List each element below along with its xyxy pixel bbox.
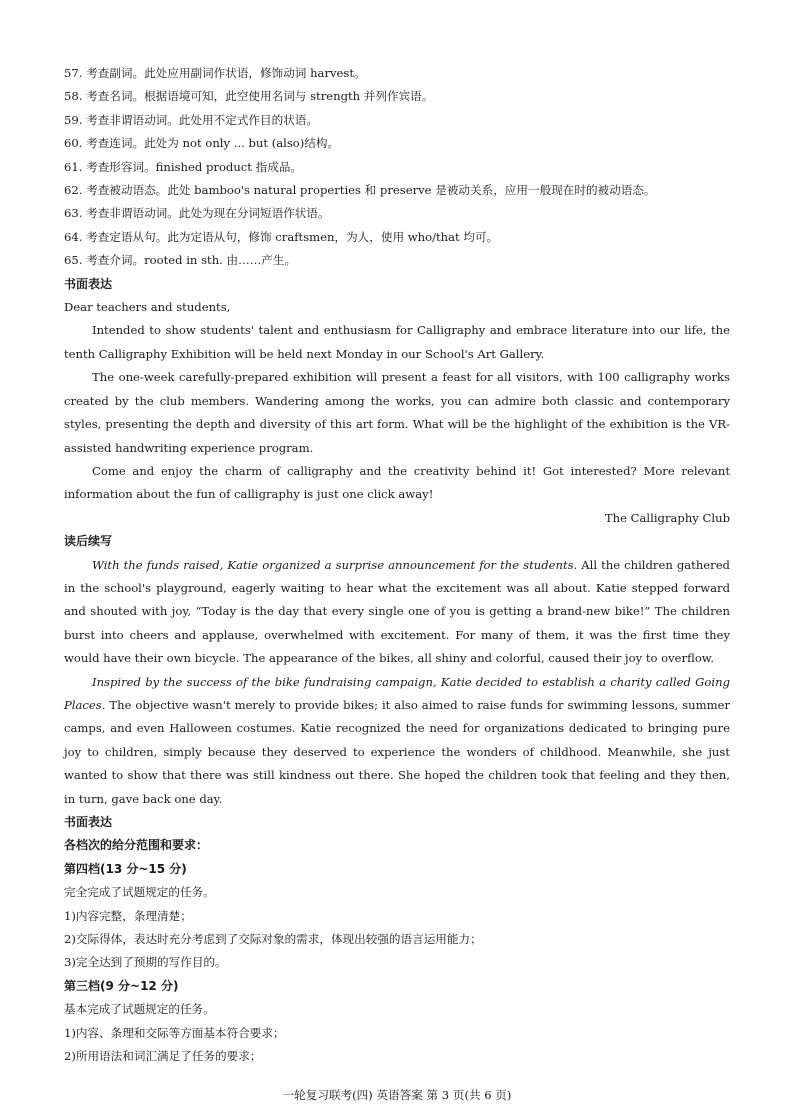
- letter-paragraph-2: The one-week carefully-prepared exhibition will present a feast for all visitors, with 100 calligraphy works created by the club members. Wandering among the works, you can admire both classic and contemporary styles, presenting the depth and diversity of this art form. What will be the highlight of the exhibition is the VR-assisted handwriting experience program.: [64, 370, 730, 455]
- tier4-item-3: 3)完全达到了预期的写作目的。: [64, 955, 227, 970]
- answer-58: 58. 考查名词。根据语境可知，此空使用名词与 strength 并列作宾语。: [64, 89, 434, 104]
- writing-heading: 书面表达: [64, 276, 113, 291]
- tier3-item-1: 1)内容、条理和交际等方面基本符合要求；: [64, 1025, 285, 1040]
- tier3-title: 第三档(9 分~12 分): [64, 978, 179, 993]
- scoring-subheading: 各档次的给分范围和要求：: [64, 838, 209, 853]
- tier3-description: 基本完成了试题规定的任务。: [64, 1002, 215, 1017]
- answer-59: 59. 考查非谓语动词。此处用不定式作目的状语。: [64, 112, 318, 127]
- tier4-description: 完全完成了试题规定的任务。: [64, 885, 215, 900]
- answer-60: 60. 考查连词。此处为 not only ... but (also)结构。: [64, 136, 340, 151]
- letter-signature: The Calligraphy Club: [604, 510, 730, 525]
- answer-63: 63. 考查非谓语动词。此处为现在分词短语作状语。: [64, 206, 330, 221]
- letter-salutation: Dear teachers and students,: [64, 300, 231, 315]
- answer-57: 57. 考查副词。此处应用副词作状语，修饰动词 harvest。: [64, 66, 366, 80]
- letter-paragraph-1: Intended to show students' talent and enthusiasm for Calligraphy and embrace literature into our life, the tenth Calligraphy Exhibition will be held next Monday in our School's Art Gallery.: [64, 323, 730, 361]
- continuation-heading: 读后续写: [64, 534, 113, 549]
- tier4-item-2: 2)交际得体，表达时充分考虑到了交际对象的需求，体现出较强的语言运用能力；: [64, 932, 482, 947]
- continuation-body-2: The objective wasn't merely to provide bikes; it also aimed to raise funds for swimming lessons, summer camps, and even Halloween costumes. Katie recognized the need for organizations dedicated to bringing pure joy to children, simply because they deserved to experience the wonders of childhood. Meanwhile, she just wanted to show that there was still kindness out there. She hoped the children took that feeling and they then, in turn, gave back one day.: [64, 697, 730, 806]
- scoring-heading: 书面表达: [64, 815, 113, 829]
- answer-61: 61. 考查形容词。finished product 指成品。: [64, 159, 303, 174]
- continuation-opening-1: With the funds raised, Katie organized a surprise announcement for the students.: [92, 557, 578, 572]
- letter-paragraph-3: Come and enjoy the charm of calligraphy and the creativity behind it! Got interested? More relevant information about the fun of calligraphy is just one click away!: [64, 463, 730, 502]
- continuation-body-1: All the children gathered in the school's playground, eagerly waiting to hear what the excitement was all about. Katie stepped forward and shouted with joy, “Today is the day that every single one of you is getting a brand-new bike!” The children burst into cheers and applause, overwhelmed with excitement. For many of them, it was the first time they would have their own bicycle. The appearance of the bikes, all shiny and colorful, caused their joy to overflow.: [64, 557, 730, 666]
- tier4-title: 第四档(13 分~15 分): [64, 861, 187, 876]
- tier3-item-2: 2)所用语法和词汇满足了任务的要求；: [64, 1049, 262, 1064]
- continuation-opening-2: Inspired by the success of the bike fundraising campaign, Katie decided to establish a charity called Going Places.: [64, 674, 730, 712]
- answer-65: 65. 考查介词。rooted in sth. 由……产生。: [64, 253, 297, 268]
- continuation-paragraph-1: [64, 554, 730, 671]
- page-footer: 一轮复习联考(四) 英语答案 第 3 页(共 6 页): [282, 1088, 512, 1102]
- continuation-paragraph-2: [64, 671, 730, 811]
- answer-62: 62. 考查被动语态。此处 bamboo's natural properties 和 preserve 是被动关系，应用一般现在时的被动语态。: [64, 183, 656, 198]
- answer-page: [64, 62, 730, 1068]
- tier4-item-1: 1)内容完整，条理清楚；: [64, 908, 192, 923]
- answer-64: 64. 考查定语从句。此为定语从句，修饰 craftsmen，为人，使用 who/that 均可。: [64, 229, 499, 244]
